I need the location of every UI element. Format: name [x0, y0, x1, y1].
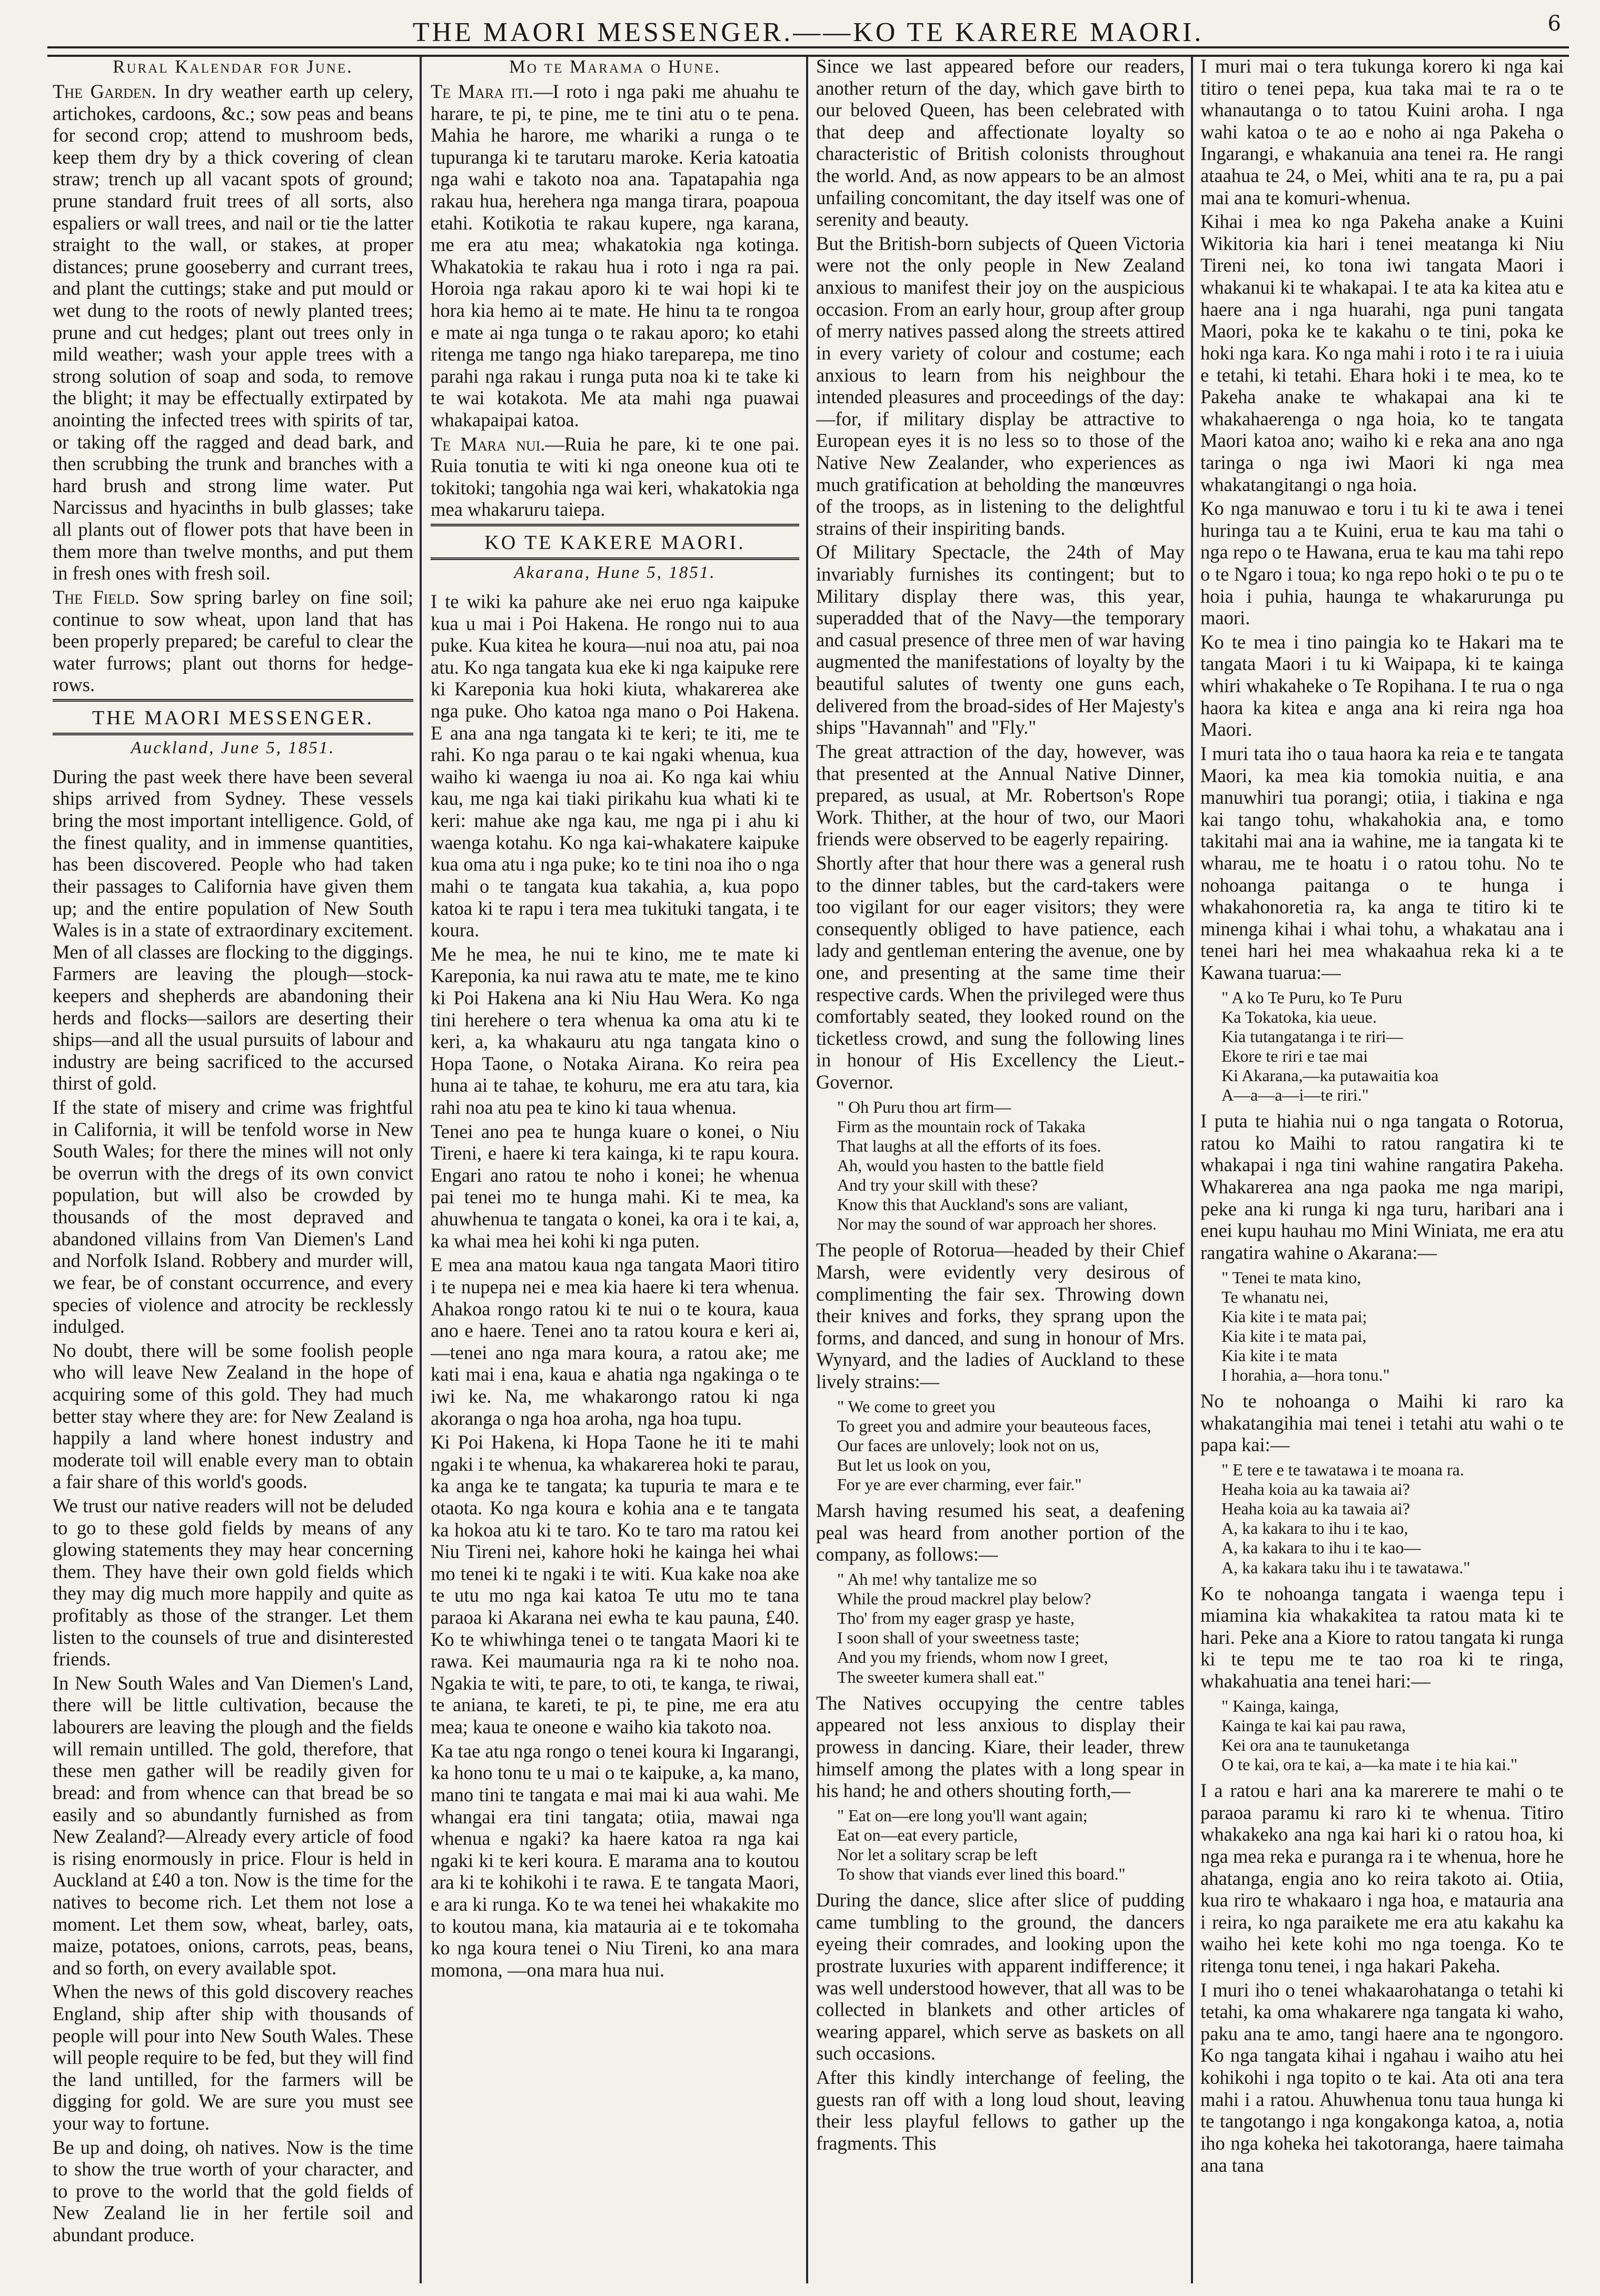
verse-line: Heaha koia au ka tawaia ai?	[1221, 1480, 1410, 1499]
verse-line: But let us look on you,	[837, 1455, 991, 1474]
mara-iti-lead: Te Mara iti.	[431, 80, 534, 102]
article-paragraph: I muri tata iho o taua haora ka reia e te tangata Maori, ka mea kia tomokia nuitia, e ana manuwhiri tua porangi; otiia, i tiakina e nga kai tango tohu, whakahokia ana, e tomo takitahi mai ana ia wahine, me ia tangata ki te wharau, me te hoatu i o ratou tohu. No te nohoanga paitanga o te hunga i whakahonoretia ra, ka anga te titiro ki te minenga kihai i whai tohu, a whakatau ana i tenei hari hei mea whakaahua reka ki a te Kawana tuarua:—	[1200, 742, 1564, 983]
mara-nui-paragraph	[431, 433, 799, 521]
rural-kalendar-heading: Rural Kalendar for June.	[113, 56, 353, 77]
field-paragraph	[53, 586, 413, 696]
masthead-rule	[53, 699, 413, 702]
english-masthead: THE MAORI MESSENGER.	[92, 706, 374, 729]
verse-line: A—a—a—i—te riri."	[1221, 1085, 1369, 1105]
verse-block	[1221, 1696, 1564, 1774]
verse-line: Kia kite i te mata pai,	[1221, 1326, 1367, 1345]
verse-line: Heaha koia au ka tawaia ai?	[1221, 1499, 1410, 1519]
article-paragraph: Ko nga manuwao e toru i tu ki te awa i tenei huringa tau a te Kuini, erua te kau ma tahi o nga repo o te Hawana, erua te kau ma tahi repo o te Ngaro i toua; ko nga repo hoki o te pu o te hoia i puhia, haunga te whakarurunga pu maori.	[1200, 497, 1564, 629]
article-paragraph: No te nohoanga o Maihi ki raro ka whakatangihia mai tenei i tetahi atu wahi o te papa kai:—	[1200, 1390, 1564, 1456]
article-paragraph: E mea ana matou kaua nga tangata Maori titiro i te nupepa nei e mea kia haere ki tera whenua. Ahakoa rongo ratou ki te nui o te koura, kaua ano e haere. Tenei ano ta ratou koura e keri ai,—tenei ano nga mara koura, a ratou ake; me kati mai i ena, kaua e ahatia nga ngakinga o te iwi ke. Na, me whakarongo ratou ki nga akoranga o nga hoa aroha, nga hoa tupu.	[431, 1254, 799, 1429]
article-paragraph: Me he mea, he nui te kino, me te mate ki Kareponia, ka nui rawa atu te mate, me te kino ki Poi Hakena ana ki Niu Hau Wera. Ko nga tini herehere o tera whenua ka oma atu ki te keri, a, ka whakauru atu nga tangata kino o Hopa Taone, o Notaka Airana. Ko reira pea huna ai te tahae, te kohuru, me era atu tara, kia rahi noa atu pea te kino ki taua whenua.	[431, 943, 799, 1119]
verse-line: " Kainga, kainga,	[1221, 1696, 1339, 1715]
verse-line: Our faces are unlovely; look not on us,	[837, 1435, 1099, 1455]
article-paragraph: During the past week there have been several ships arrived from Sydney. These vessels bring the most important intelligence. Gold, of the finest quality, and in immense quantities, has been discovered. People who had taken their passages to California have given them up; and the entire population of New South Wales is in a state of extraordinary excitement. Men of all classes are flocking to the diggings. Farmers are leaving the plough—stock-keepers and shepherds are abandoning their herds and flocks—sailors are deserting their ships—and all the usual pursuits of labour and industry are being sacrificed to the accursed thirst of gold.	[53, 765, 413, 1094]
article-paragraph: During the dance, slice after slice of pudding came tumbling to the ground, the dancers eyeing their comrades, and looking upon the prostrate luxuries with apparent indifference; it was well understood however, that all was to be collected in blankets and other articles of wearing apparel, which serve as baskets on all such occasions.	[816, 1889, 1185, 2064]
column-separator	[1191, 57, 1193, 2283]
verse-line: " A ko Te Puru, ko Te Puru	[1221, 987, 1403, 1007]
article-paragraph: Ko te mea i tino paingia ko te Hakari ma te tangata Maori i tu ki Waipapa, ki te kainga whiri whakaheke o Te Ropihana. I te rua o nga haora ka kitea e anga ana ki reira nga hoa Maori.	[1200, 631, 1564, 741]
verse-block	[1221, 1460, 1564, 1578]
article-paragraph: I a ratou e hari ana ka marerere te mahi o te paraoa paramu ki raro ki te whenua. Titiro whakakeko ana nga kai hari ki o ratou hoa, ki nga mea reka e puranga ra i te whenua, hore he ahatanga, engia ano ko reira takoto ai. Otiia, kua riro te whakaaro i nga hoa, e matauria ana i reira, ko nga paraikete me era atu kakahu ka waiho hei kete kohi mo nga toenga. Ko te ritenga tonu tenei, i nga hakari Pakeha.	[1200, 1780, 1564, 1977]
article-paragraph: Marsh having resumed his seat, a deafening peal was heard from another portion of the company, as follows:—	[816, 1500, 1185, 1565]
verse-line: Nor may the sound of war approach her shores.	[837, 1214, 1157, 1234]
english-dateline: Auckland, June 5, 1851.	[131, 738, 335, 758]
verse-line: Kainga te kai kai pau rawa,	[1221, 1715, 1406, 1735]
verse-block	[1221, 988, 1564, 1105]
masthead-rule	[53, 733, 413, 735]
column-4	[1200, 55, 1564, 2282]
verse-block	[1221, 1268, 1564, 1385]
article-paragraph: Shortly after that hour there was a general rush to the dinner tables, but the card-takers were too vigilant for our eager visitors; they were consequently obliged to have patience, each lady and gentleman entering the avenue, one by one, and presenting at the same time their respective cards. When the privileged were thus comfortably seated, they looked round on the ticketless crowd, and sung the following lines in honour of His Excellency the Lieut.-Governor.	[816, 852, 1185, 1093]
field-text: Sow spring barley on fine soil; continue to sow wheat, upon land that has been properly prepared; be careful to clear the water furrows; plant out thorns for hedge-rows.	[53, 586, 413, 696]
article-paragraph: If the state of misery and crime was frightful in California, it will be tenfold worse in New South Wales; for there the mines will not only be overrun with the dregs of its own convict population, but will also be crowded by thousands of the most depraved and abandoned villains from Van Diemen's Land and Norfolk Island. Robbery and murder will, we fear, be of constant occurrence, and every species of violence and atrocity be recklessly indulged.	[53, 1096, 413, 1337]
masthead-rule	[431, 557, 799, 560]
garden-lead: The Garden.	[53, 80, 156, 102]
field-lead: The Field.	[53, 586, 140, 608]
verse-line: And try your skill with these?	[837, 1175, 1038, 1195]
verse-block	[837, 1806, 1185, 1884]
verse-line: Kia kite i te mata	[1221, 1345, 1338, 1365]
maori-masthead: KO TE KAKERE MAORI.	[484, 532, 746, 554]
verse-line: Eat on—eat every particle,	[837, 1825, 1018, 1844]
article-paragraph: After this kindly interchange of feeling, the guests ran off with a long loud shout, leaving their less playful fellows to gather up the fragments. This	[816, 2067, 1185, 2154]
maori-dateline: Akarana, Hune 5, 1851.	[514, 563, 716, 583]
article-paragraph: Kihai i mea ko nga Pakeha anake a Kuini Wikitoria kia hari i tenei meatanga ki Niu Tireni nei, ko tona iwi tangata Maori i whakanui ki te whakapai. I te ata ka kitea atu e haere ana i nga huarahi, nga puni tangata Maori, poka ke te kakahu o te tini, poka ke hoki nga kara. Ko nga mahi i roto i te ra i uiuia e tetahi, ki tetahi. Ehara hoki i te mea, ko te Pakeha anake te whakapai ana ki te whakahaerenga o nga hoia, ko te tangata Maori katoa ano; waiho ki e reka ana ano nga taringa o nga iwi Maori ki nga mea whakatangitangi o nga hoia.	[1200, 211, 1564, 495]
article-paragraph: When the news of this gold discovery reaches England, ship after ship with thousands of people will pour into New South Wales. These will people require to be fed, but they will find the land untilled, for the farmers will be digging for gold. We are sure you must see your way to fortune.	[53, 1981, 413, 2134]
verse-line: Firm as the mountain rock of Takaka	[837, 1116, 1086, 1136]
verse-line: Ka Tokatoka, kia ueue.	[1221, 1007, 1377, 1026]
newspaper-title: THE MAORI MESSENGER.——KO TE KARERE MAORI.	[412, 17, 1204, 47]
verse-line: Te whanatu nei,	[1221, 1287, 1329, 1306]
verse-line: A, ka kakara taku ihu i te tawatawa."	[1221, 1558, 1470, 1577]
column-3	[816, 55, 1185, 2282]
verse-line: Tho' from my eager grasp ye haste,	[837, 1609, 1075, 1628]
verse-line: I horahia, a—hora tonu."	[1221, 1365, 1390, 1385]
verse-line: " Eat on—ere long you'll want again;	[837, 1805, 1088, 1825]
article-paragraph: Ka tae atu nga rongo o tenei koura ki Ingarangi, ka hono tonu te u mai o te kaipuke, a, ka mano, mano tini te tangata e mai mai ki aua wahi. Me whangai era tini tangata; otiia, mawai nga whenua e ngaki? ka haere katoa ra nga kai ngaki ki te keri koura. E marama ana to koutou ara ki te kohikohi i te rawa. E te tangata Maori, e ara ki runga. Ko te wa tenei hei whakakite mo to koutou mana, kia matauria ai e te tokomaha ko nga koura tenei o Niu Tireni, ko ana mara momona, —ona mara hua nui.	[431, 1740, 799, 1981]
verse-line: I soon shall of your sweetness taste;	[837, 1628, 1080, 1648]
article-paragraph: Of Military Spectacle, the 24th of May invariably furnishes its contingent; but to Military display there was, this year, superadded that of the Navy—the temporary and casual presence of three men of war having augmented the manifestations of loyalty by the beautiful salutes of twenty one guns each, delivered from the broad-sides of Her Majesty's ships "Havannah" and "Fly."	[816, 541, 1185, 738]
verse-line: Ekore te riri e tae mai	[1221, 1046, 1368, 1065]
article-paragraph: But the British-born subjects of Queen Victoria were not the only people in New Zealand anxious to manifest their joy on the auspicious occasion. From an early hour, group after group of merry natives passed along the streets attired in every variety of colour and costume; each anxious to learn from his neighbour the intended pleasures and proceedings of the day:—for, if military display be attractive to European eyes it is no less so to those of the Native New Zealander, who experiences as much gratification at beholding the manœuvres of the troops, as in listening to the delightful strains of their inspiriting bands.	[816, 232, 1185, 539]
article-paragraph: Ko te nohoanga tangata i waenga tepu i miamina kia whakakitea ta ratou mata ki te hari. Peke ana a Kiore to ratou tangata ki runga ki te tepu me te tao roa ki te ringa, whakahuatia ana tenei hari:—	[1200, 1582, 1564, 1692]
article-paragraph: I puta te hiahia nui o nga tangata o Rotorua, ratou ko Maihi to ratou rangatira ki te whakapai i nga tini wahine rangatira Pakeha. Whakarerea ana nga paoka me nga maripi, peke ana ki runga ki nga turu, haribari ana i enei kupu hauhau mo Mini Winiata, me era atu rangatira wahine o Akarana:—	[1200, 1110, 1564, 1263]
verse-line: Nor let a solitary scrap be left	[837, 1844, 1038, 1864]
verse-line: A, ka kakara to ihu i te kao—	[1221, 1538, 1421, 1558]
verse-line: O te kai, ora te kai, a—ka mate i te hia kai."	[1221, 1755, 1518, 1774]
garden-paragraph	[53, 81, 413, 584]
article-paragraph: I muri mai o tera tukunga korero ki nga kai titiro o tenei pepa, kua taka mai te ra o te whanautanga o to tatou Kuini aroha. I nga wahi katoa o te ao e noho ai nga Pakeha o Ingarangi, e whakanuia ana tenei ra. He rangi ataahua te 24, o Mei, whiti ana te ra, pu a pai mai ana te komuri-whenua.	[1200, 55, 1564, 208]
verse-line: For ye are ever charming, ever fair."	[837, 1475, 1082, 1494]
article-paragraph: Ki Poi Hakena, ki Hopa Taone he iti te mahi ngaki i te whenua, ka whakarerea hoki te parau, ka anga ke te tangata; ka tupuria te mara e te otaota. Ko nga koura e kohia ana e te tangata ka hokoa atu ki te taro. Ko te taro ma ratou kei Niu Tireni nei, kahore hoki he kainga hei whai mo tenei ki te ngaki i te witi. Kua kake noa ake te utu mo nga kai katoa Te utu mo te tana paraoa ki Akarana nei ewha te kau pauna, £40. Ko te whiwhinga tenei o te tangata Maori ki te rawa. Kei maumauria nga ra ki te noho noa. Ngakia te witi, te pare, to oti, te kanga, te riwai, te aniana, te kareti, te pi, te pine, me era atu mea; kaua te oneone e waiho kia takoto noa.	[431, 1431, 799, 1738]
verse-line: " We come to greet you	[837, 1396, 996, 1416]
verse-line: And you my friends, whom now I greet,	[837, 1648, 1108, 1667]
article-paragraph: The Natives occupying the centre tables appeared not less anxious to display their prowess in dancing. Kiare, their leader, threw himself among the plates with a long spear in his hand; he and others shouting forth,—	[816, 1692, 1185, 1802]
garden-text: In dry weather earth up celery, artichokes, cardoons, &c.; sow peas and beans for second crop; attend to mushroom beds, keep them dry by a thick covering of clean straw; trench up all vacant spots of ground; prune standard fruit trees of all sorts, also espaliers or wall trees, and nail or tie the latter straight to the wall, or stakes, at proper distances; prune gooseberry and currant trees, and plant the cuttings; stake and put mould or wet dung to the roots of newly planted trees; prune and cut hedges; plant out trees only in mild weather; wash your apple trees with a strong solution of soap and soda, to remove the blight; it may be effectually extirpated by anointing the infected trees with spirits of tar, or taking off the ragged and dead bark, and then scrubbing the trunk and branches with a hard brush and strong lime water. Put Narcissus and hyacinths in bulb glasses; take all plants out of flower pots that have been in them more than twelve months, and put them in fresh ones with fresh soil.	[53, 80, 413, 584]
verse-line: Ah, would you hasten to the battle field	[837, 1155, 1104, 1175]
verse-line: Know this that Auckland's sons are valiant,	[837, 1195, 1128, 1214]
article-paragraph: I te wiki ka pahure ake nei eruo nga kaipuke kua u mai i Poi Hakena. He rongo nui to aua puke. Kua kitea he koura—nui noa atu, pai noa atu. Ko nga tangata kua eke ki nga kaipuke rere ki Kareponia kua hoki kiuta, whakarerea ake nga puke. Oho katoa nga mano o Poi Hakena. E ana ana nga tangata ki te keri; te iti, me te rahi. Ko nga parau o te kai ngaki whenua, kua waiho ki waenga iu noa ai. Ko nga kai whiu kau, me nga kai tiaki pirikahu kua whati ki te keri: mahue ake nga kau, me nga pi i ahu ki waenga kotahu. Ko nga kai-whakatere kaipuke kua oma atu i nga puke; ko te tini noa iho o nga mahi o te tangata kua takahia, a, kua popo katoa ki te rapu i tera mea tukituki tangata, i te koura.	[431, 591, 799, 941]
column-1	[53, 55, 413, 2282]
maori-kalendar-heading: Mo te Marama o Hune.	[509, 56, 721, 77]
article-paragraph: No doubt, there will be some foolish people who will leave New Zealand in the hope of acquiring some of this gold. They had much better stay where they are: for New Zealand is happily a land where honest industry and moderate toil will enable every man to obtain a fair share of this world's goods.	[53, 1339, 413, 1493]
article-paragraph: The people of Rotorua—headed by their Chief Marsh, were evidently very desirous of complimenting the fair sex. Throwing down their knives and forks, they sprang upon the forms, and danced, and sung in honour of Mrs. Wynyard, and the ladies of Auckland to these lively strains:—	[816, 1239, 1185, 1393]
mara-nui-text: —Ruia he pare, ki te one pai. Ruia tonutia te witi ki nga oneone kua oti te tokitoki; tangohia nga wai keri, whakatokia nga mea whakaruru taiepa.	[431, 433, 799, 521]
verse-line: " Ah me! why tantalize me so	[837, 1570, 1037, 1589]
verse-block	[837, 1570, 1185, 1687]
page-number: 6	[1547, 12, 1561, 36]
page-header	[47, 12, 1569, 48]
verse-line: That laughs at all the efforts of its foes.	[837, 1136, 1101, 1155]
verse-line: Kia kite i te mata pai;	[1221, 1306, 1367, 1326]
verse-line: " Oh Puru thou art firm—	[837, 1097, 1011, 1116]
verse-line: A, ka kakara to ihu i te kao,	[1221, 1519, 1408, 1538]
masthead-rule	[431, 524, 799, 526]
article-paragraph: I muri iho o tenei whakaarohatanga o tetahi ki tetahi, ka oma whakarere nga tangata ki waho, paku ana te amo, tangi haere ana te ngongoro. Ko nga tangata kihai i ngahau i waiho atu hei kohikohi i nga topito o te kai. Ata oti ana tera mahi i a ratou. Ahuwhenua tonu taua hunga ki te tangotango i nga kongakonga katoa, a, notia iho nga koheka hei takotoranga, haere taimaha ana tana	[1200, 1979, 1564, 2176]
verse-line: " E tere e te tawatawa i te moana ra.	[1221, 1460, 1464, 1479]
verse-line: The sweeter kumera shall eat."	[837, 1667, 1045, 1686]
verse-line: Kia tutangatanga i te riri—	[1221, 1026, 1403, 1046]
mara-iti-paragraph	[431, 81, 799, 431]
article-paragraph: Since we last appeared before our readers, another return of the day, which gave birth to our beloved Queen, has been celebrated with that deep and affectionate loyalty so characteristic of British colonists throughout the world. And, as now appears to be an almost unfailing concomitant, the day itself was one of serenity and beauty.	[816, 55, 1185, 231]
column-separator	[420, 57, 422, 2283]
article-paragraph: The great attraction of the day, however, was that presented at the Annual Native Dinner, prepared, as usual, at Mr. Robertson's Rope Work. Thither, at the hour of two, our Maori friends were observed to be eagerly repairing.	[816, 740, 1185, 850]
verse-line: Kei ora ana te taunuketanga	[1221, 1735, 1410, 1754]
mara-iti-text: —I roto i nga paki me ahuahu te harare, te pi, te pine, me te tini atu o te pena. Mahia he harore, me whariki a runga o te tupuranga ki te tarutaru maroke. Keria katoatia nga wahi e takoto noa ana. Tapatapahia nga rakau hua, herehera nga manga tirara, poapoua etahi. Kotikotia te rakau kupere, nga karana, me era atu mea; whakatokia nga kotinga. Whakatokia te rakau hua i roto i nga ra pai. Horoia nga rakau aporo ki te wai hopi ki te hora kia hemo ai te mate. He hinu ta te rongoa e mate ai nga tunga o te rakau aporo; ko etahi ritenga me tango nga hiako tareparepa, me tino parahi nga rakau i runga puta noa ki te take ki te wai kotakota. Me ata mahi nga puawai whakapaipai katoa.	[431, 80, 799, 431]
verse-line: To show that viands ever lined this board."	[837, 1864, 1126, 1884]
verse-line: To greet you and admire your beauteous faces,	[837, 1416, 1151, 1435]
mara-nui-lead: Te Mara nui.	[431, 433, 545, 455]
verse-block	[837, 1097, 1185, 1234]
article-paragraph: In New South Wales and Van Diemen's Land, there will be little cultivation, because the labourers are leaving the plough and the fields will remain untilled. The gold, therefore, that these men gather will be readily given for bread: and from whence can that bread be so easily and so abundantly furnished as from New Zealand?—Already every article of food is rising enormously in price. Flour is held in Auckland at £40 a ton. Now is the time for the natives to become rich. Let them not lose a moment. Let them sow, wheat, barley, oats, maize, potatoes, onions, carrots, peas, beans, and so forth, on every available spot.	[53, 1672, 413, 1979]
column-separator	[806, 57, 808, 2283]
column-2	[431, 55, 799, 2282]
article-paragraph: Be up and doing, oh natives. Now is the time to show the true worth of your character, and to prove to the world that the gold fields of New Zealand lie in her fertile soil and abundant produce.	[53, 2136, 413, 2246]
verse-block	[837, 1397, 1185, 1495]
verse-line: While the proud mackrel play below?	[837, 1589, 1091, 1609]
verse-line: " Tenei te mata kino,	[1221, 1267, 1362, 1287]
verse-line: Ki Akarana,—ka putawaitia koa	[1221, 1066, 1439, 1085]
article-paragraph: We trust our native readers will not be deluded to go to these gold fields by means of any glowing statements they may hear concerning them. They have their own gold fields which they may dig much more happily and quite as profitably as those of the stranger. Let them listen to the counsels of true and disinterested friends.	[53, 1494, 413, 1670]
article-paragraph: Tenei ano pea te hunga kuare o konei, o Niu Tireni, e haere ki tera kainga, ki te rapu koura. Engari ano ratou te noho i konei; he whenua pai tenei mo te hunga mahi. Ki te mea, ka ahuwhenua te tangata o konei, ka ora i te kai, a, ka whai mea hei kohi ki nga puten.	[431, 1120, 799, 1252]
